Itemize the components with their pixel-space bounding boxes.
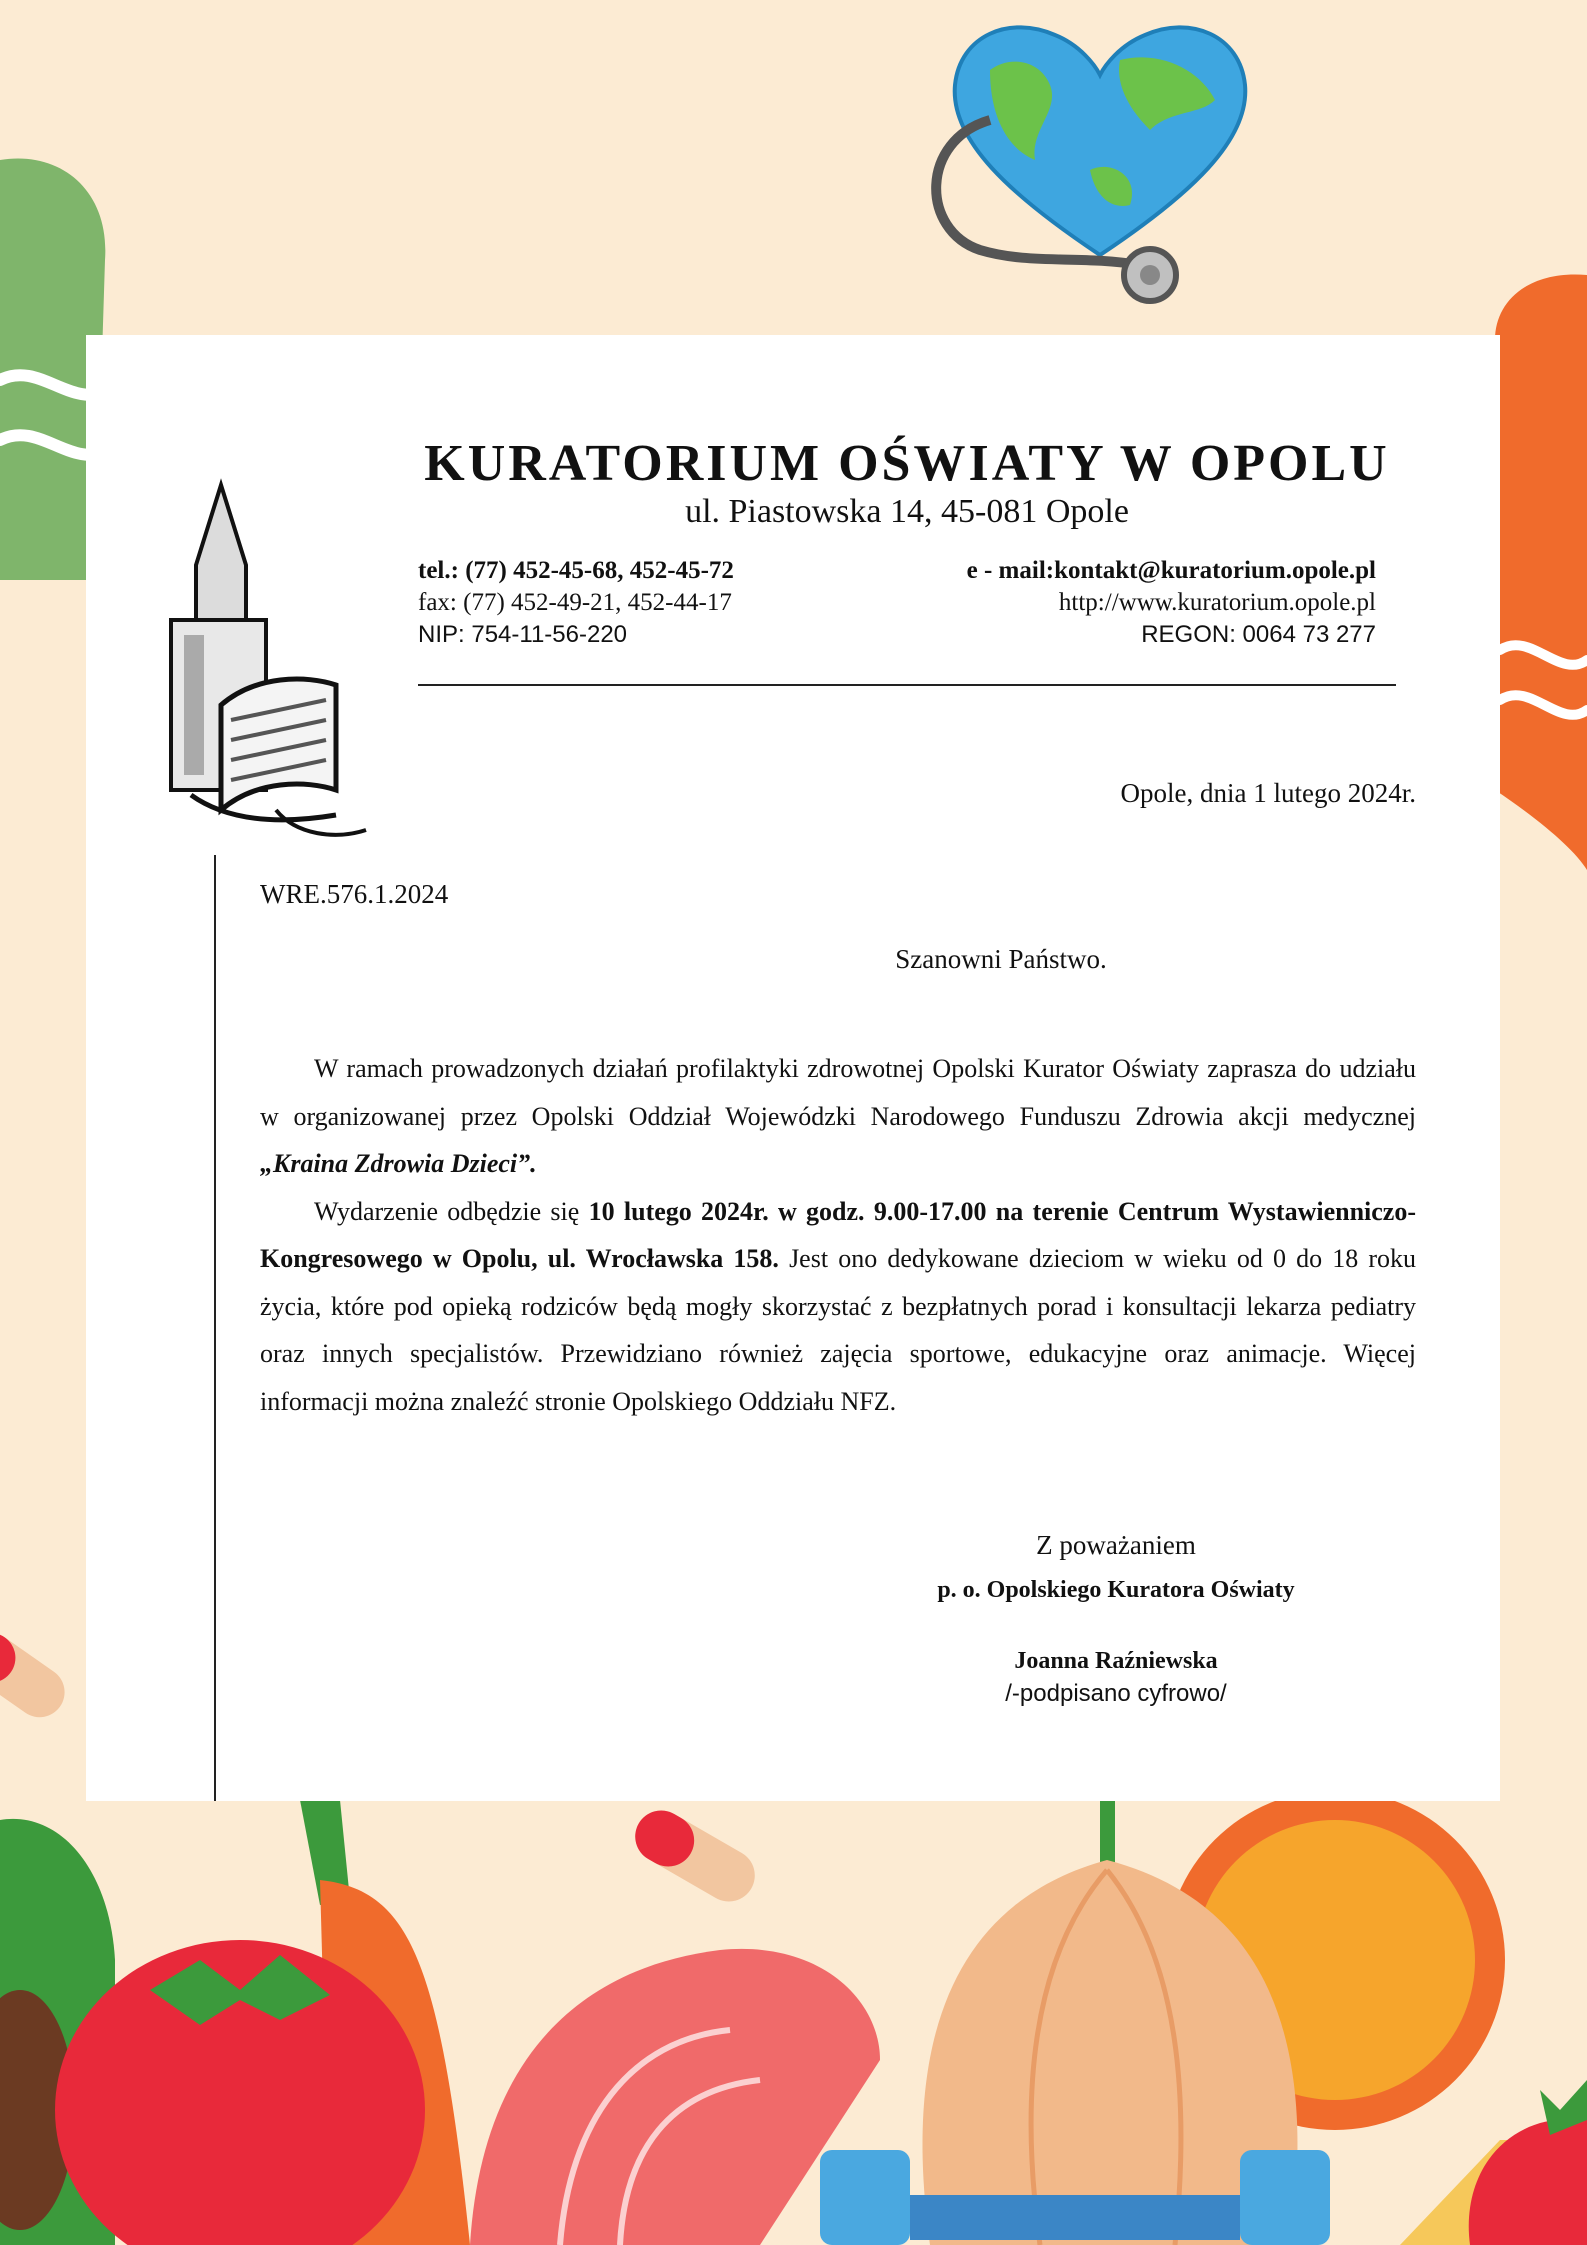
regon-number: REGON: 0064 73 277 xyxy=(1141,621,1376,648)
phone-numbers: tel.: (77) 452-45-68, 452-45-72 xyxy=(418,557,734,584)
signature-name: Joanna Raźniewska xyxy=(1014,1648,1218,1674)
reference-number: WRE.576.1.2024 xyxy=(260,879,449,909)
book-crest-icon xyxy=(136,475,376,865)
letter-page xyxy=(86,335,1500,1801)
heart-globe-stethoscope-icon xyxy=(936,27,1245,301)
fax-numbers: fax: (77) 452-49-21, 452-44-17 xyxy=(418,589,732,616)
paragraph-1-text: W ramach prowadzonych działań profilaktyki zdrowotnej Opolski Kurator Oświaty zaprasza do udziału w organizowanej przez Opolski Oddział Wojewódzki Narodowego Funduszu Zdrowia akcji medycznej xyxy=(260,1054,1416,1131)
header-divider xyxy=(418,684,1396,686)
email-address: e - mail:kontakt@kuratorium.opole.pl xyxy=(966,557,1376,584)
event-details: 10 lutego 2024r. w godz. 9.00-17.00 na terenie Centrum Wystawienniczo-Kongresowego w Opolu, ul. Wrocławska 158. xyxy=(260,1196,1416,1273)
letter-body xyxy=(260,1045,1416,1425)
institution-address: ul. Piastowska 14, 45-081 Opole xyxy=(685,493,1129,530)
paragraph-1 xyxy=(260,1045,1416,1188)
website-url: http://www.kuratorium.opole.pl xyxy=(1058,589,1376,616)
signature-role: p. o. Opolskiego Kuratora Oświaty xyxy=(937,1577,1295,1603)
nip-number: NIP: 754-11-56-220 xyxy=(418,621,628,648)
place-and-date: Opole, dnia 1 lutego 2024r. xyxy=(1120,778,1416,808)
paragraph-2-rest: Jest ono dedykowane dzieciom w wieku od 0 do 18 roku życia, które pod opieką rodziców będą mogły skorzystać z bezpłatnych porad i konsultacji lekarza pediatry oraz innych specjalistów. Przewidziano również zajęcia sportowe, edukacyjne oraz animacje. Więcej informacji można znaleźć stronie Opolskiego Oddziału NFZ. xyxy=(260,1244,1416,1416)
paragraph-2-start: Wydarzenie odbędzie się xyxy=(314,1196,589,1226)
salutation: Szanowni Państwo. xyxy=(895,944,1107,974)
paragraph-2 xyxy=(260,1188,1416,1426)
institution-title: KURATORIUM OŚWIATY W OPOLU xyxy=(424,435,1390,492)
digital-signature-note: /-podpisano cyfrowo/ xyxy=(1005,1680,1227,1707)
signature-closing: Z poważaniem xyxy=(1036,1530,1196,1560)
event-name: „Kraina Zdrowia Dzieci”. xyxy=(260,1149,537,1178)
letterhead-vertical-rule xyxy=(214,855,216,1801)
